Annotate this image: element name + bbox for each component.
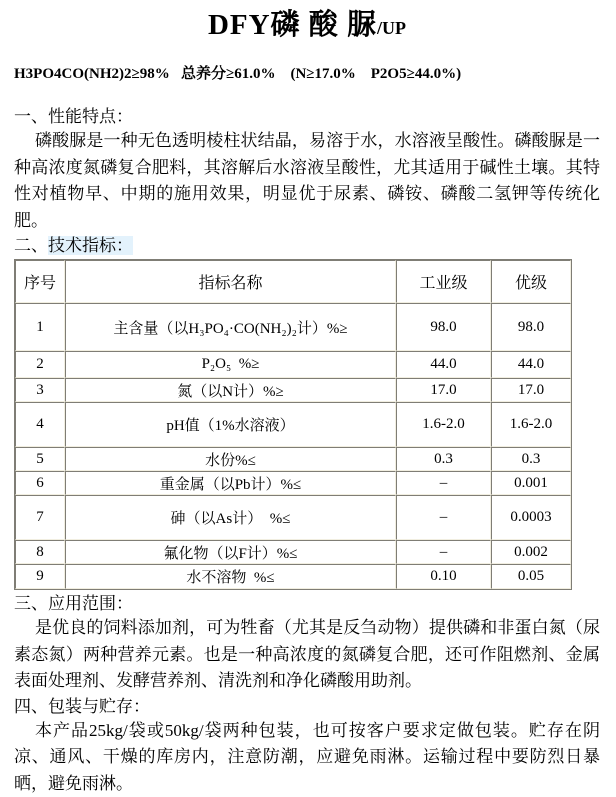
cell-premium: 0.0003 <box>491 495 571 540</box>
table-row <box>15 540 571 564</box>
section-heading-technical-prefix: 二、 <box>14 236 48 255</box>
section-heading-technical-highlight: 技术指标： <box>48 236 133 255</box>
section-heading-application: 三、应用范围： <box>14 594 600 614</box>
cell-premium: 0.002 <box>491 540 571 564</box>
col-header-index: 序号 <box>15 260 65 303</box>
cell-industrial: – <box>396 540 491 564</box>
page-title <box>14 5 600 48</box>
cell-premium: 98.0 <box>491 303 571 351</box>
technical-spec-table <box>14 259 572 590</box>
col-header-indicator: 指标名称 <box>65 260 396 303</box>
cell-industrial: 1.6-2.0 <box>396 402 491 447</box>
cell-premium: 17.0 <box>491 378 571 402</box>
cell-industrial: 98.0 <box>396 303 491 351</box>
section-heading-performance: 一、性能特点： <box>14 107 600 127</box>
cell-industrial: 17.0 <box>396 378 491 402</box>
cell-index: 6 <box>15 471 65 495</box>
cell-premium: 0.3 <box>491 447 571 471</box>
cell-index: 3 <box>15 378 65 402</box>
cell-index: 1 <box>15 303 65 351</box>
cell-index: 8 <box>15 540 65 564</box>
table-header-row <box>15 260 571 303</box>
cell-indicator: 水份%≤ <box>65 447 396 471</box>
paragraph-performance: 磷酸脲是一种无色透明棱柱状结晶，易溶于水，水溶液呈酸性。磷酸脲是一种高浓度氮磷复合肥料，其溶解后水溶液呈酸性，尤其适用于碱性土壤。其特性对植物早、中期的施用效果，明显优于尿素、磷铵、磷酸二氢钾等传统化肥。 <box>14 128 600 234</box>
page-title-suffix: /UP <box>377 18 406 38</box>
cell-index: 9 <box>15 564 65 589</box>
cell-industrial: 44.0 <box>396 351 491 378</box>
paragraph-application: 是优良的饲料添加剂，可为牲畜（尤其是反刍动物）提供磷和非蛋白氮（尿素态氮）两种营养元素。也是一种高浓度的氮磷复合肥，还可作阻燃剂、金属表面处理剂、发酵营养剂、清洗剂和净化磷酸用助剂。 <box>14 615 600 695</box>
table-row <box>15 447 571 471</box>
table-row <box>15 378 571 402</box>
cell-indicator: 砷（以As计） %≤ <box>65 495 396 540</box>
cell-premium: 44.0 <box>491 351 571 378</box>
cell-premium: 0.001 <box>491 471 571 495</box>
table-row <box>15 402 571 447</box>
cell-index: 4 <box>15 402 65 447</box>
cell-indicator: 水不溶物 %≤ <box>65 564 396 589</box>
cell-industrial: – <box>396 471 491 495</box>
table-row <box>15 471 571 495</box>
paragraph-packaging: 本产品25kg/袋或50kg/袋两种包装，也可按客户要求定做包装。贮存在阴凉、通风、干燥的库房内，注意防潮，应避免雨淋。运输过程中要防烈日暴晒，避免雨淋。 <box>14 718 600 797</box>
cell-indicator: 重金属（以Pb计）%≤ <box>65 471 396 495</box>
page-title-main: DFY磷 酸 脲 <box>208 9 377 41</box>
col-header-industrial: 工业级 <box>396 260 491 303</box>
cell-index: 5 <box>15 447 65 471</box>
table-row <box>15 495 571 540</box>
section-heading-technical <box>14 236 600 256</box>
cell-industrial: – <box>396 495 491 540</box>
table-row <box>15 351 571 378</box>
product-spec-line: H3PO4CO(NH2)2≥98% 总养分≥61.0% (N≥17.0% P2O5≥44.0%) <box>14 65 600 83</box>
cell-indicator: 氟化物（以F计）%≤ <box>65 540 396 564</box>
cell-industrial: 0.10 <box>396 564 491 589</box>
cell-index: 7 <box>15 495 65 540</box>
cell-indicator: P₂O₅ %≥ <box>65 351 396 378</box>
col-header-premium: 优级 <box>491 260 571 303</box>
table-row <box>15 303 571 351</box>
cell-index: 2 <box>15 351 65 378</box>
cell-indicator: 主含量（以H₃PO₄·CO(NH₂)₂计）%≥ <box>65 303 396 351</box>
cell-indicator: 氮（以N计）%≥ <box>65 378 396 402</box>
table-row <box>15 564 571 589</box>
cell-industrial: 0.3 <box>396 447 491 471</box>
cell-premium: 0.05 <box>491 564 571 589</box>
cell-indicator: pH值（1%水溶液） <box>65 402 396 447</box>
section-heading-packaging: 四、包装与贮存： <box>14 697 600 717</box>
cell-premium: 1.6-2.0 <box>491 402 571 447</box>
